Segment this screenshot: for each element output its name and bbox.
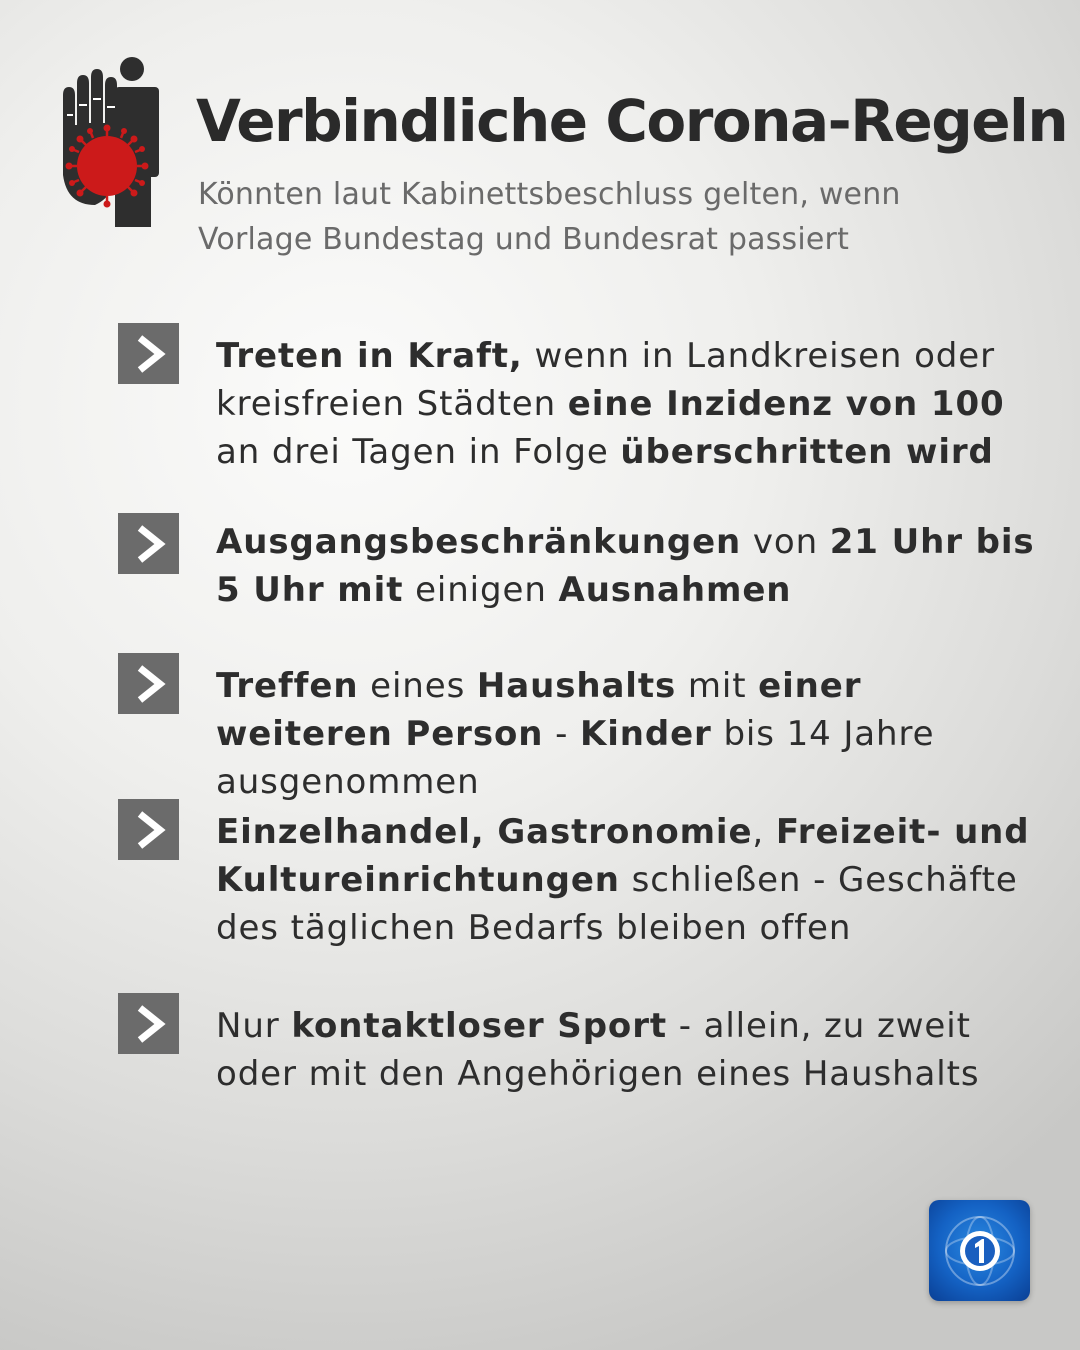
page-title: Verbindliche Corona-Regeln [196,87,1068,155]
subtitle-line-1: Könnten laut Kabinettsbeschluss gelten, wenn [198,177,901,212]
chevron-right-icon [118,799,179,860]
rule-text-bold: Haushalts [476,666,677,706]
tagesschau-logo [929,1200,1030,1301]
chevron-right-icon [118,993,179,1054]
rule-text-bold: Treffen [216,666,359,706]
rule-text: Treten in Kraft, wenn in Landkreisen oder kreisfreien Städten eine Inzidenz von 100 an drei Tagen in Folge überschritten wird [216,336,1005,472]
rule-text-bold: Treten in Kraft, [216,336,523,376]
rule-text-bold: einer weiteren Person [216,666,862,754]
rule-text-bold: Ausgangsbeschränkungen [216,522,742,562]
chevron-right-icon [118,323,179,384]
rule-text-bold: 21 Uhr bis 5 Uhr mit [216,522,1035,610]
rule-text-bold: Freizeit- und Kultureinrichtungen [216,812,1030,900]
subtitle-line-2: Vorlage Bundestag und Bundesrat passiert [198,222,850,257]
rule-text-bold: überschritten wird [620,432,994,472]
rule-text-bold: Einzelhandel, Gastronomie [216,812,753,852]
rule-text: Nur kontaktloser Sport - allein, zu zweit oder mit den Angehörigen eines Haushalts [216,1006,980,1094]
rule-text-bold: Kinder [579,714,712,754]
rule-text-bold: eine Inzidenz von 100 [567,384,1005,424]
hand-person-virus-icon [55,55,167,230]
rule-text: Ausgangsbeschränkungen von 21 Uhr bis 5 Uhr mit einigen Ausnahmen [216,522,1035,610]
chevron-right-icon [118,653,179,714]
rule-text: Einzelhandel, Gastronomie, Freizeit- und Kultureinrichtungen schließen - Geschäfte des täglichen Bedarfs bleiben offen [216,812,1030,948]
rule-text-bold: kontaktloser Sport [291,1006,668,1046]
subtitle [198,172,1028,262]
rule-text-bold: Ausnahmen [558,570,792,610]
chevron-right-icon [118,513,179,574]
rule-text: Treffen eines Haushalts mit einer weiteren Person - Kinder bis 14 Jahre ausgenommen [216,666,935,802]
